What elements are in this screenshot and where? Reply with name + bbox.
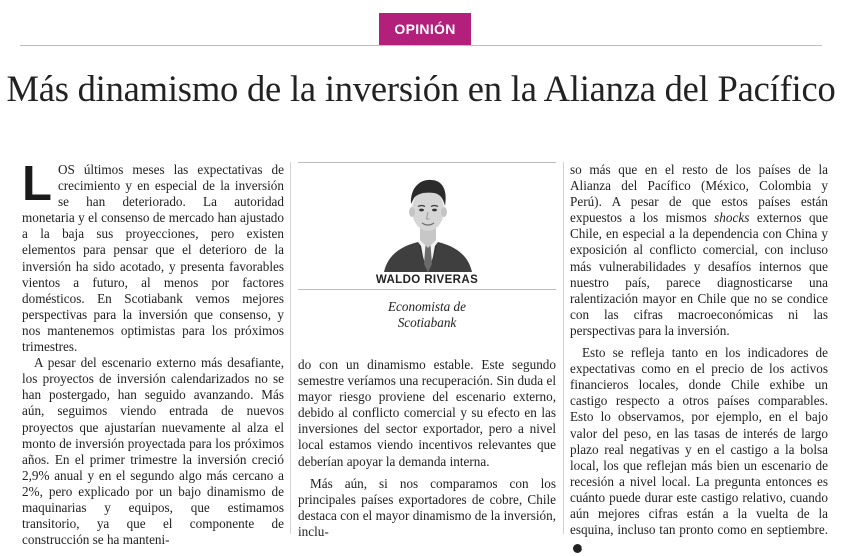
paragraph: Más aún, si nos comparamos con los principales países exportadores de cobre, Chile destaca con el mayor dinamismo de la inversión, inclu- (298, 475, 556, 539)
author-name: WALDO RIVERAS (375, 274, 479, 286)
headline: Más dinamismo de la inversión en la Alianza del Pacífico (6, 68, 836, 109)
paragraph-text: Esto se refleja tanto en los indicadores de expectativas como en el precio de los activos financieros locales, donde Chile exhibe un castigo respecto a otros países comparables. Esto lo observamos, por ejemplo, en el bajo valor del peso, en las tasas de interés de largo plazo real negativas y en el castigo a la bolsa local, los que reflejan más bien un escenario de recesión a nivel local. La pregunta entonces es cuánto puede durar este castigo relativo, cuando aún mejores cifras están a la vuelta de la esquina, incluso tan pronto como en septiembre. (570, 345, 828, 538)
author-box-rule (298, 289, 556, 290)
author-role-line: Economista de (387, 299, 466, 314)
paragraph (22, 157, 284, 355)
column-divider (563, 162, 564, 534)
paragraph-text: OS últimos meses las expectativas de crecimiento y en especial de la inversión se han deteriorado. La autoridad monetaria y el consenso de mercado han ajustado a la baja sus proyecciones, pero existen elementos para pensar que el deterioro de la inversión ha sido acotado, y presenta favorables vientos a futuro, al menos por factores domésticos. En Scotiabank vemos mejores perspectivas para la inversión que consenso, y nos mantenemos optimistas para los próximos trimestres. (22, 162, 284, 355)
end-of-article-icon: P (573, 544, 582, 553)
paragraph (570, 345, 828, 554)
paragraph: do con un dinamismo estable. Este segundo semestre veríamos una recuperación. Sin duda el mayor riesgo proviene del escenario externo, debido al conflicto comercial y su efecto en las inversiones del sector exportador, pero a nivel local estamos viendo incentivos relevantes que deberían apoyar la demanda interna. (298, 357, 556, 469)
drop-cap: L (22, 157, 52, 211)
article-column-2 (298, 357, 556, 540)
emphasis-text: shocks (714, 210, 750, 226)
article-column-1 (22, 157, 284, 548)
top-rule (20, 45, 822, 46)
author-box (298, 162, 556, 342)
paragraph: A pesar del escenario externo más desafiante, los proyectos de inversión calendarizados no se han postergado, han seguido avanzando. Más aún, seguimos viendo entrada de nuevos proyectos que ajustarían nuevamente al alza el monto de inversión proyectada para los próximos años. En el primer trimestre la inversión creció 2,9% anual y en el segundo algo más cercano a 2%, pero explicado por un bajo dinamismo de maquinarias y equipos, que estimamos transitorio, ya que el componente de construcción se ha manteni- (22, 355, 284, 548)
article-column-3 (570, 162, 828, 554)
section-tag: OPINIÓN (379, 13, 471, 45)
author-role (298, 299, 556, 331)
paragraph-text: externos que Chile, en especial a la dependencia con China y exposición al conflicto comercial, con incluso más vulnerabilidades y desafíos internos que nuestro país, parece diagnosticarse una ralentización mayor en Chile que no se condice con las cifras macroeconómicas ni las perspectivas para la inversión. (570, 210, 828, 338)
author-role-line: Scotiabank (397, 315, 457, 330)
paragraph-text: so más que en el resto de los países de la Alianza del Pacífico (México, Colombia y Perú). A pesar de que estos países están expuestos a los mismos (570, 162, 828, 226)
author-portrait (378, 168, 478, 272)
column-divider (290, 162, 291, 534)
author-box-rule (298, 162, 556, 163)
paragraph (570, 162, 828, 339)
